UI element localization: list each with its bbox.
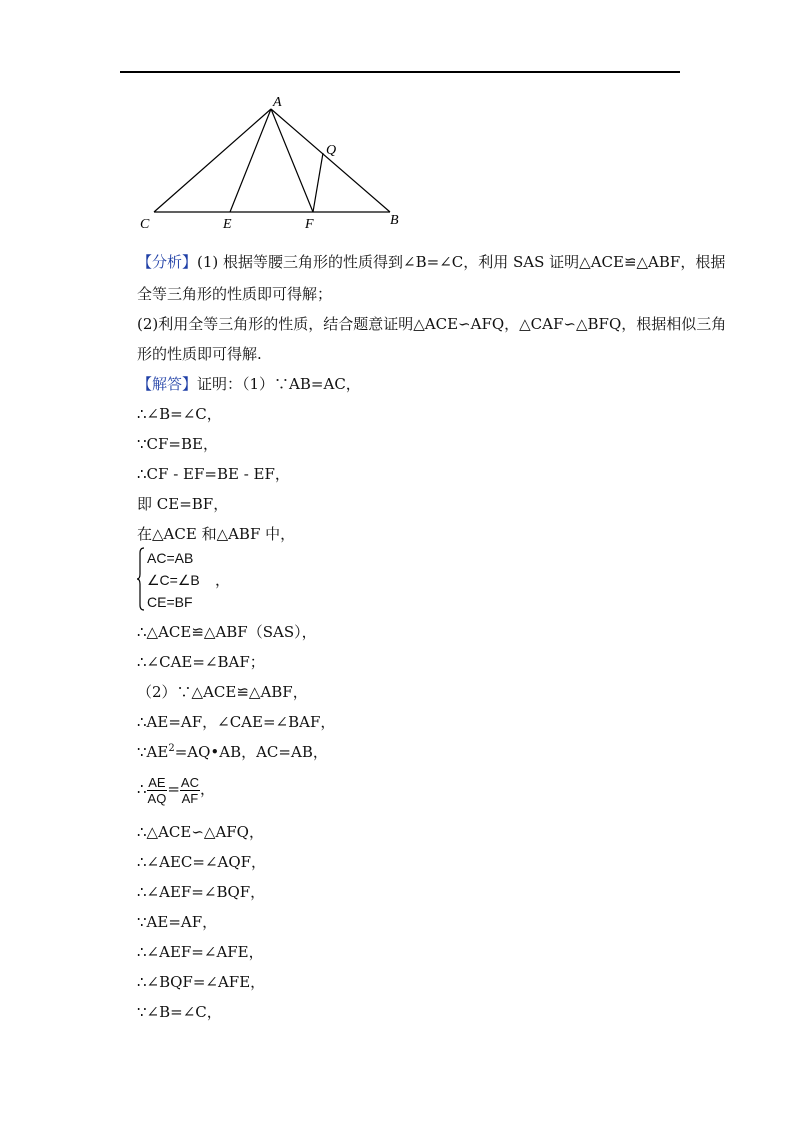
solution-step-7: ∴∠CAE=∠BAF； — [137, 653, 265, 671]
solution-step-9: ∴AE=AF，∠CAE=∠BAF， — [137, 713, 336, 731]
equation-system — [137, 547, 277, 613]
step-10-exponent: 2 — [168, 743, 175, 754]
segment-fq — [313, 153, 323, 212]
solution-line-lead — [137, 374, 361, 394]
solution-step-15: ∵AE=AF， — [137, 913, 218, 931]
step-11-equals: = — [167, 780, 180, 798]
fraction-2-numerator: AC — [180, 774, 199, 790]
point-label-c: C — [140, 217, 150, 232]
solution-step-14: ∴∠AEF=∠BQF， — [137, 883, 266, 901]
point-label-e: E — [223, 217, 232, 232]
system-row-2: ∠C=∠B — [147, 572, 200, 588]
step-10-suffix: =AQ•AB，AC=AB， — [174, 743, 328, 761]
fraction-ac-af — [180, 775, 200, 806]
step-11-therefore: ∴ — [137, 780, 147, 798]
solution-step-17: ∴∠BQF=∠AFE， — [137, 973, 266, 991]
fraction-ae-aq — [147, 775, 168, 806]
analysis-text-1: (1) 根据等腰三角形的性质得到∠B=∠C，利用 SAS 证明△ACE≌△ABF，根据 — [197, 253, 726, 271]
solution-step-1: ∴∠B=∠C， — [137, 405, 222, 423]
solution-step-11 — [137, 772, 215, 806]
solution-step-12: ∴△ACE∽△AFQ， — [137, 823, 264, 841]
solution-step-16: ∴∠AEF=∠AFE， — [137, 943, 264, 961]
solution-step-8: （2）∵△ACE≌△ABF， — [137, 683, 308, 701]
left-brace-icon — [137, 547, 145, 611]
analysis-line-3: (2)利用全等三角形的性质，结合题意证明△ACE∽AFQ，△CAF∽△BFQ，根据相似三角 — [137, 315, 727, 333]
point-label-b: B — [390, 213, 399, 228]
analysis-tag: 【分析】 — [137, 253, 198, 271]
fraction-1-denominator: AQ — [147, 790, 167, 806]
solution-step-13: ∴∠AEC=∠AQF， — [137, 853, 267, 871]
solution-step-5: 在△ACE 和△ABF 中， — [137, 525, 296, 543]
solution-step-3: ∴CF - EF=BE - EF， — [137, 465, 290, 483]
segment-ca — [154, 109, 271, 212]
solution-tag: 【解答】 — [137, 375, 198, 393]
triangle-diagram — [130, 92, 420, 232]
point-label-a: A — [273, 95, 282, 110]
system-row-1: AC=AB — [147, 550, 194, 566]
analysis-line-1 — [137, 252, 725, 272]
step-10-prefix: ∵AE — [137, 743, 169, 761]
fraction-2-denominator: AF — [181, 790, 199, 806]
analysis-line-4: 形的性质即可得解. — [137, 345, 262, 363]
point-label-f: F — [305, 217, 314, 232]
segment-ab — [271, 109, 390, 212]
fraction-1-numerator: AE — [148, 774, 166, 790]
solution-step-18: ∵∠B=∠C， — [137, 1003, 222, 1021]
point-label-q: Q — [326, 143, 337, 158]
solution-step-2: ∵CF=BE， — [137, 435, 218, 453]
solution-step-6: ∴△ACE≌△ABF（SAS）， — [137, 623, 317, 641]
segment-ae — [230, 109, 271, 212]
triangle-figure — [130, 92, 420, 232]
solution-step-4: 即 CE=BF， — [137, 495, 229, 513]
system-row-3: CE=BF — [147, 594, 193, 610]
solution-step-10 — [137, 742, 328, 762]
analysis-line-2: 全等三角形的性质即可得解； — [137, 285, 333, 303]
step-11-comma: ， — [199, 780, 215, 798]
segment-af — [271, 109, 313, 212]
header-rule — [120, 71, 680, 73]
solution-lead: 证明：（1）∵AB=AC， — [197, 375, 361, 393]
system-comma: ， — [215, 571, 231, 589]
